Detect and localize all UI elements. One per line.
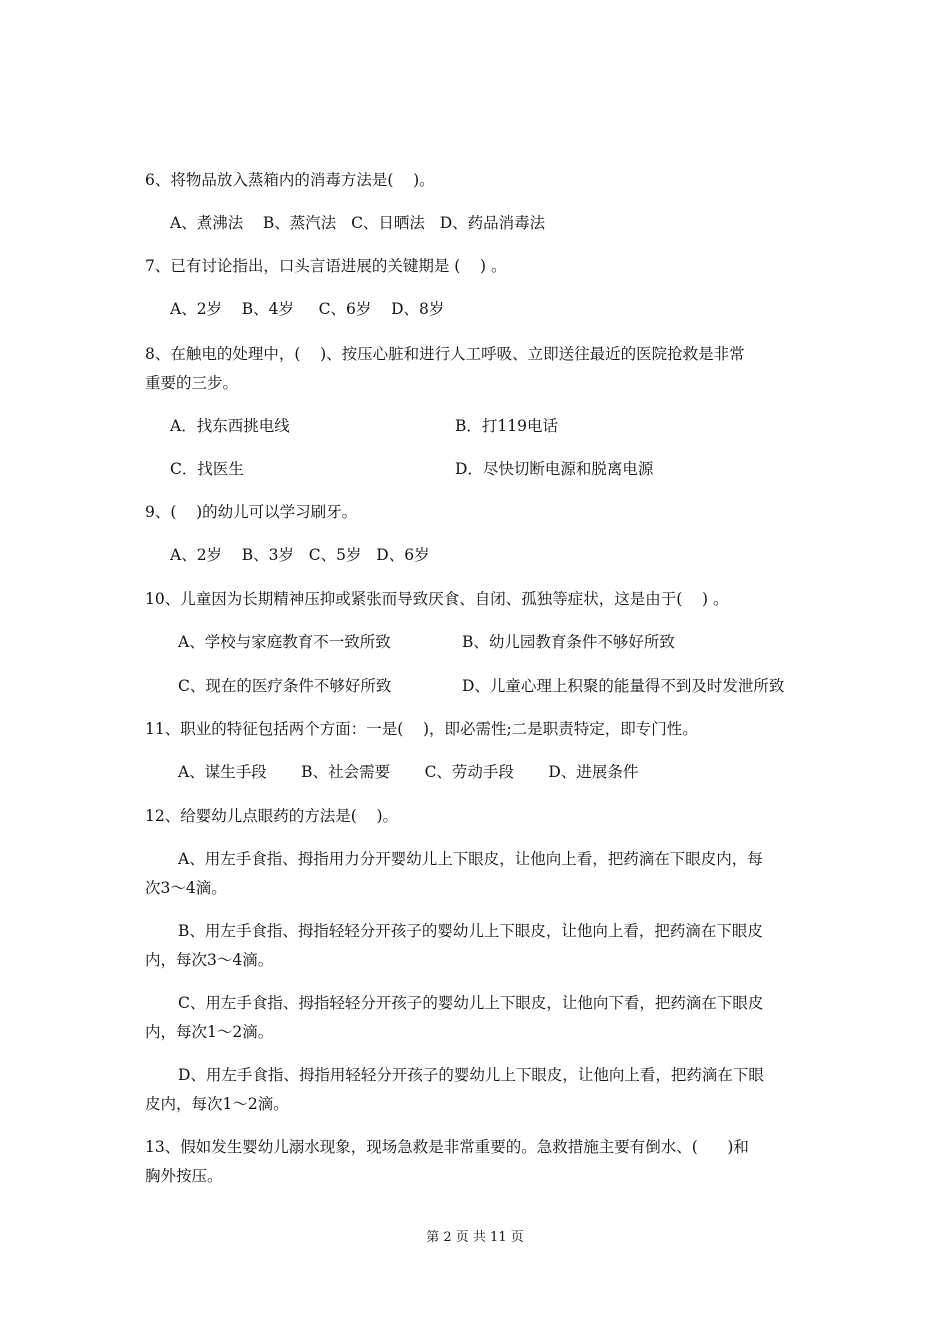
question-13-stem-line-2: 胸外按压。: [145, 1167, 223, 1185]
question-6-stem: 6、将物品放入蒸箱内的消毒方法是( )。: [145, 171, 435, 189]
question-12-option-c-line-1: C、用左手食指、拇指轻轻分开孩子的婴幼儿上下眼皮，让他向下看，把药滴在下眼皮: [178, 994, 764, 1012]
page-number-footer: 第 2 页 共 11 页: [426, 1230, 524, 1245]
question-8-option-a: A．找东西挑电线: [170, 417, 290, 435]
question-12-option-a-line-2: 次3～4滴。: [145, 879, 227, 897]
question-12-option-d-line-2: 皮内，每次1～2滴。: [145, 1095, 289, 1113]
question-10-option-a: A、学校与家庭教育不一致所致: [178, 633, 391, 651]
question-11-options: A、谋生手段 B、社会需要 C、劳动手段 D、进展条件: [178, 763, 639, 781]
question-12-stem: 12、给婴幼儿点眼药的方法是( )。: [145, 807, 399, 825]
question-10-option-c: C、现在的医疗条件不够好所致: [178, 677, 392, 695]
question-12-option-a-line-1: A、用左手食指、拇指用力分开婴幼儿上下眼皮，让他向上看，把药滴在下眼皮内，每: [178, 850, 763, 868]
question-12-option-d-line-1: D、用左手食指、拇指用轻轻分开孩子的婴幼儿上下眼皮，让他向上看，把药滴在下眼: [178, 1066, 764, 1084]
question-10-option-b: B、幼儿园教育条件不够好所致: [462, 633, 675, 651]
question-8-option-d: D．尽快切断电源和脱离电源: [455, 460, 654, 478]
question-7-options: A、2岁 B、4岁 C、6岁 D、8岁: [170, 300, 445, 318]
question-9-options: A、2岁 B、3岁 C、5岁 D、6岁: [170, 546, 430, 564]
question-12-option-b-line-1: B、用左手食指、拇指轻轻分开孩子的婴幼儿上下眼皮，让他向上看，把药滴在下眼皮: [178, 922, 763, 940]
question-12-option-c-line-2: 内，每次1～2滴。: [145, 1023, 274, 1041]
question-8-option-b: B．打119电话: [455, 417, 558, 435]
question-8-stem-line-1: 8、在触电的处理中，( )、按压心脏和进行人工呼吸、立即送往最近的医院抢救是非常: [145, 345, 745, 363]
question-6-options: A、煮沸法 B、蒸汽法 C、日晒法 D、药品消毒法: [170, 214, 546, 232]
question-10-stem: 10、儿童因为长期精神压抑或紧张而导致厌食、自闭、孤独等症状，这是由于( ) 。: [145, 590, 729, 608]
question-12-option-b-line-2: 内，每次3～4滴。: [145, 951, 274, 969]
question-7-stem: 7、已有讨论指出，口头言语进展的关键期是 ( ) 。: [145, 257, 507, 275]
question-9-stem: 9、( )的幼儿可以学习刷牙。: [145, 503, 358, 521]
question-11-stem: 11、职业的特征包括两个方面：一是( )，即必需性;二是职责特定，即专门性。: [145, 720, 698, 738]
question-13-stem-line-1: 13、假如发生婴幼儿溺水现象，现场急救是非常重要的。急救措施主要有倒水、( )和: [145, 1138, 749, 1156]
question-8-stem-line-2: 重要的三步。: [145, 374, 239, 392]
question-10-option-d: D、儿童心理上积聚的能量得不到及时发泄所致: [462, 677, 785, 695]
question-8-option-c: C．找医生: [170, 460, 244, 478]
